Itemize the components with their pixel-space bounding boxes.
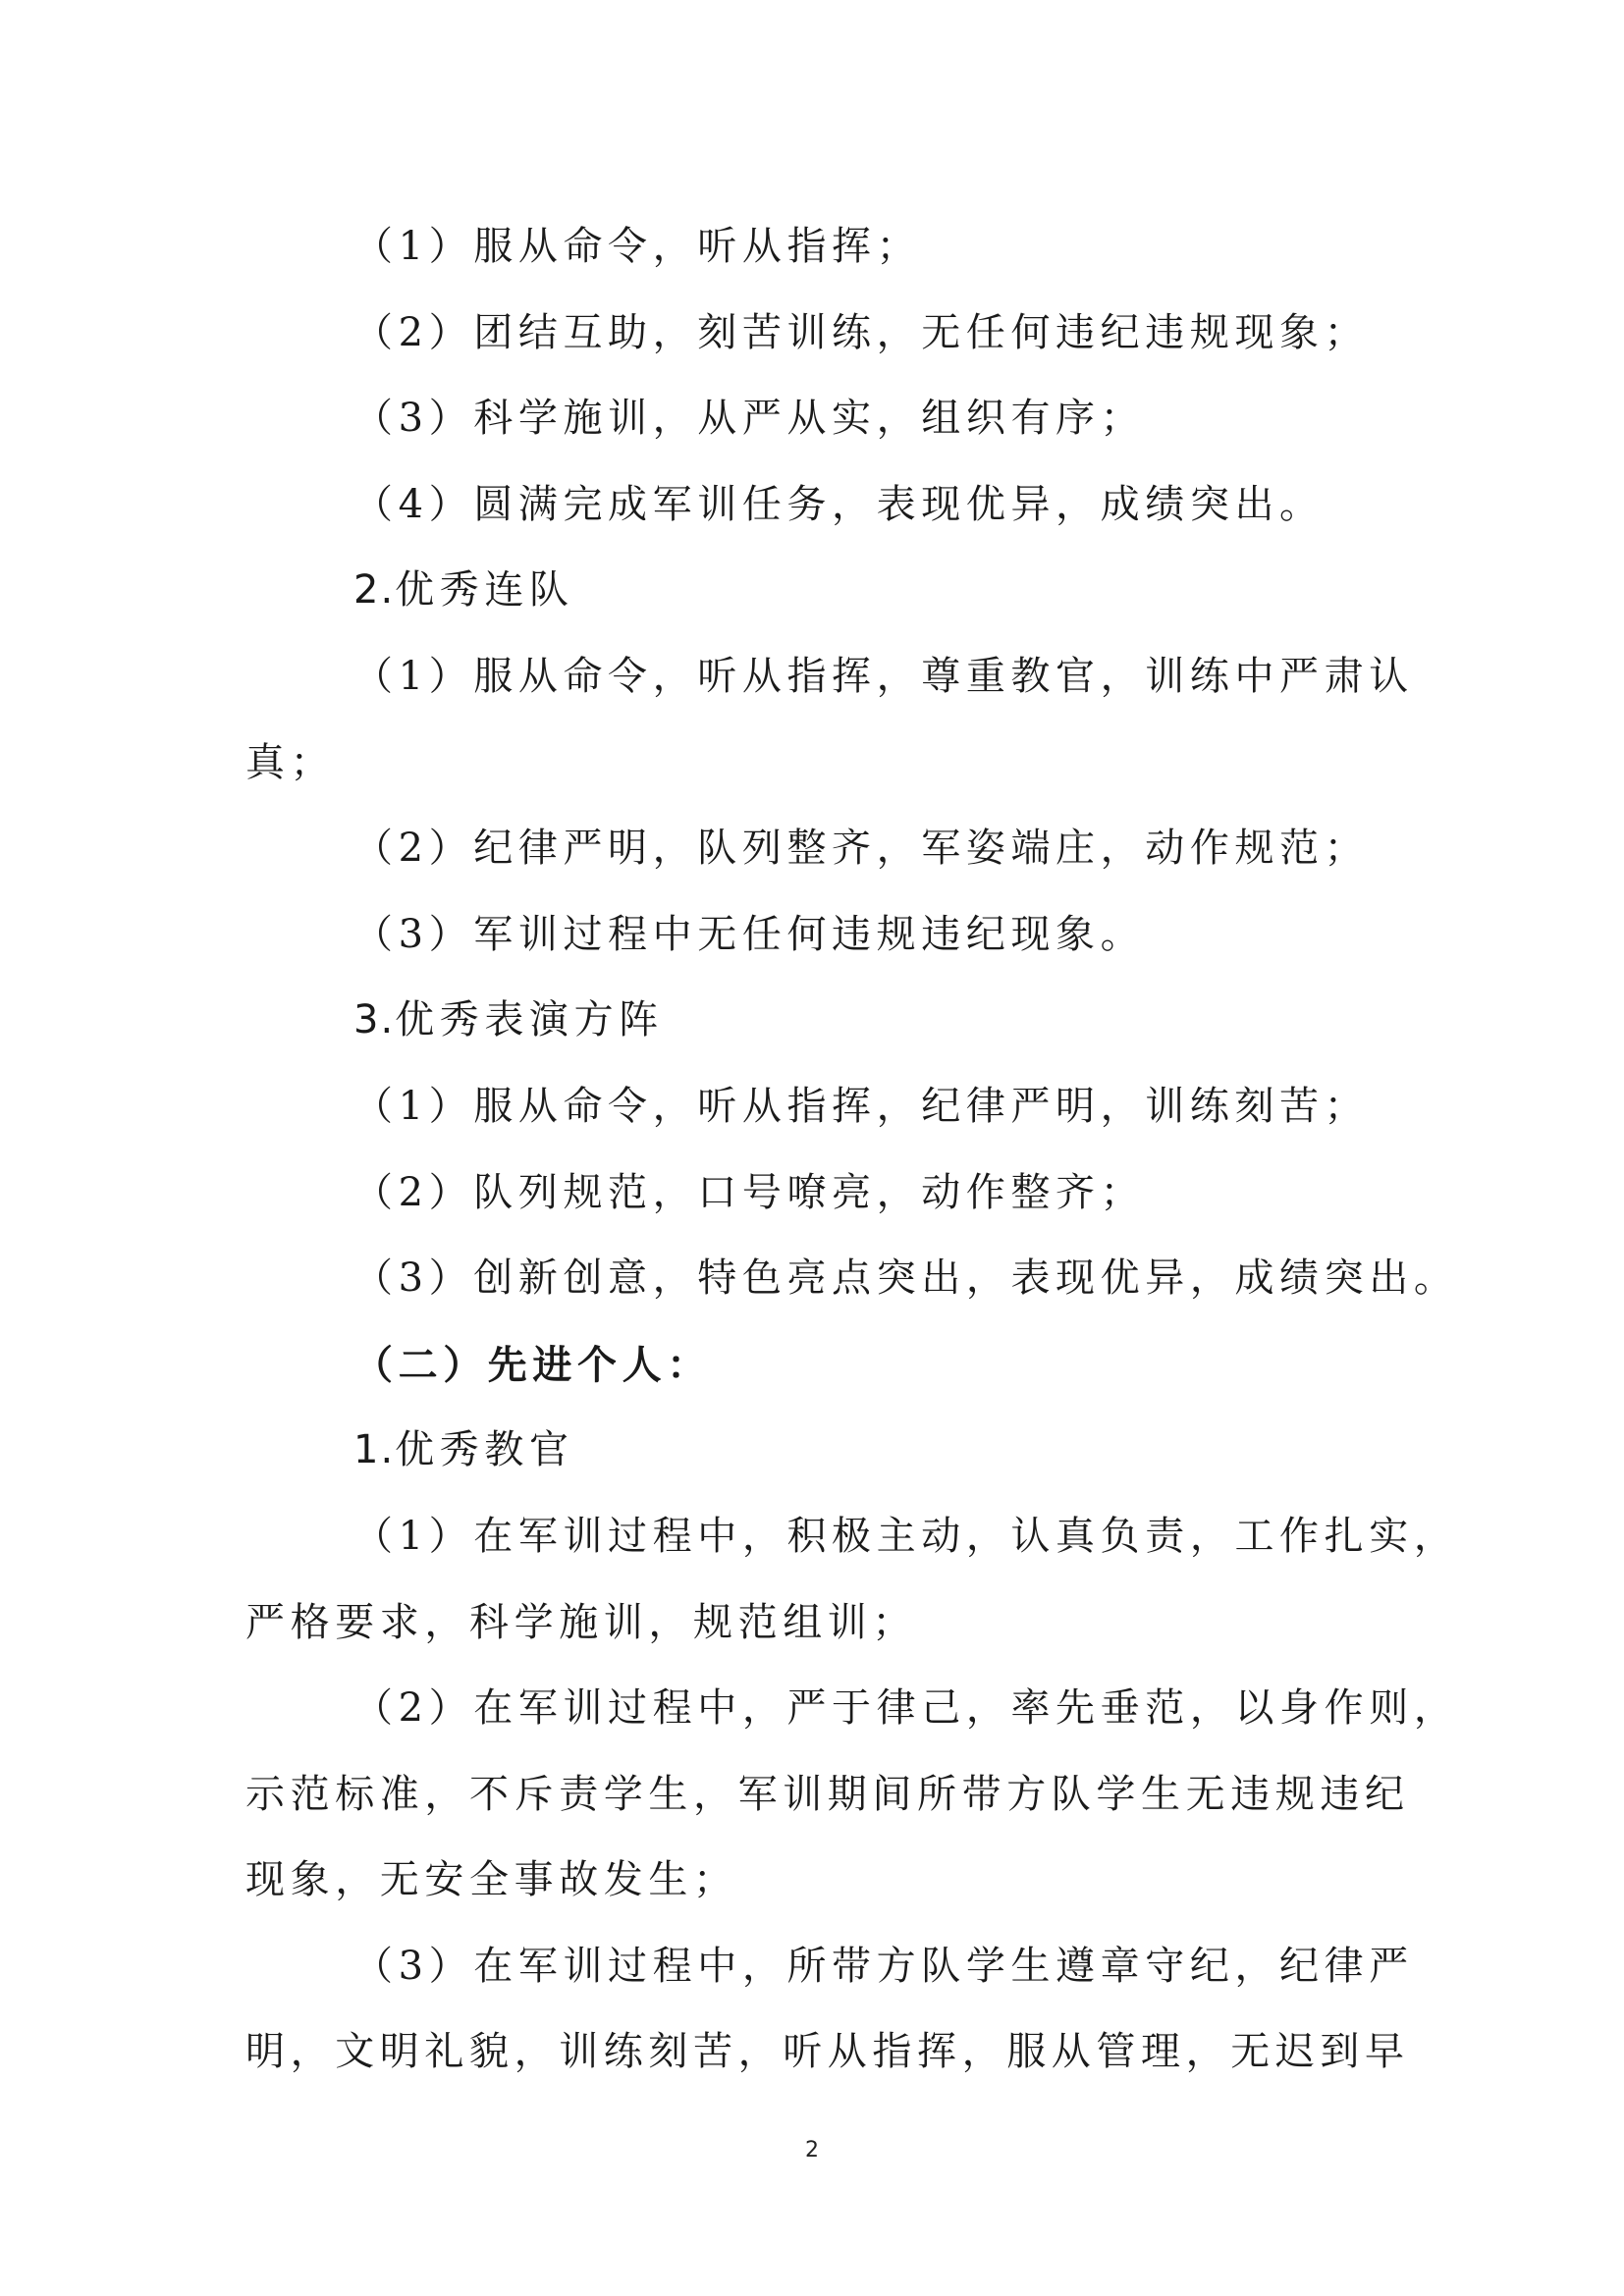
section-heading-excellent-company	[245, 548, 1384, 634]
criteria-line: （3）军训过程中无任何违规违纪现象。	[353, 911, 1146, 957]
section-heading-excellent-performance-phalanx	[245, 978, 1384, 1064]
criteria-line: （2）团结互助，刻苦训练，无任何违纪违规现象；	[353, 309, 1370, 355]
criteria-line: （2）在军训过程中，严于律己，率先垂范，以身作则，	[353, 1685, 1459, 1732]
criteria-line: （3）在军训过程中，所带方队学生遵章守纪，纪律严	[353, 1943, 1414, 1989]
criteria-line: （4）圆满完成军训任务，表现优异，成绩突出。	[353, 481, 1325, 527]
heading-number: 1.	[353, 1427, 396, 1473]
criteria-line: （2）队列规范，口号嘹亮，动作整齐；	[353, 1169, 1146, 1215]
criteria-line: （2）纪律严明，队列整齐，军姿端庄，动作规范；	[353, 826, 1370, 872]
heading-text: 优秀表演方阵	[395, 997, 664, 1043]
heading-text: 优秀连队	[395, 567, 574, 614]
section-heading-excellent-instructor	[245, 1408, 1384, 1494]
page-number: 2	[805, 2138, 819, 2163]
document-body	[245, 204, 1459, 2096]
criteria-line-continued: 严格要求，科学施训，规范组训；	[245, 1599, 917, 1645]
criteria-line-continued: 真；	[245, 739, 336, 785]
heading-number: 2.	[353, 567, 396, 614]
criteria-line: （3）创新创意，特色亮点突出，表现优异，成绩突出。	[353, 1255, 1459, 1302]
subheading-advanced-individuals: （二）先进个人：	[353, 1341, 712, 1388]
criteria-line: （1）在军训过程中，积极主动，认真负责，工作扎实，	[353, 1513, 1459, 1559]
criteria-line: （3）科学施训，从严从实，组织有序；	[353, 396, 1146, 442]
criteria-line: （1）服从命令，听从指挥，尊重教官，训练中严肃认	[353, 653, 1414, 699]
heading-text: 优秀教官	[395, 1427, 574, 1473]
criteria-line: （1）服从命令，听从指挥，纪律严明，训练刻苦；	[353, 1083, 1370, 1129]
criteria-line: （1）服从命令，听从指挥；	[353, 224, 922, 269]
heading-number: 3.	[353, 997, 396, 1043]
criteria-line-continued: 示范标准，不斥责学生，军训期间所带方队学生无违规违纪	[245, 1771, 1410, 1817]
criteria-line-continued: 现象，无安全事故发生；	[245, 1857, 738, 1903]
criteria-line-continued: 明，文明礼貌，训练刻苦，听从指挥，服从管理，无迟到早	[245, 2029, 1410, 2075]
